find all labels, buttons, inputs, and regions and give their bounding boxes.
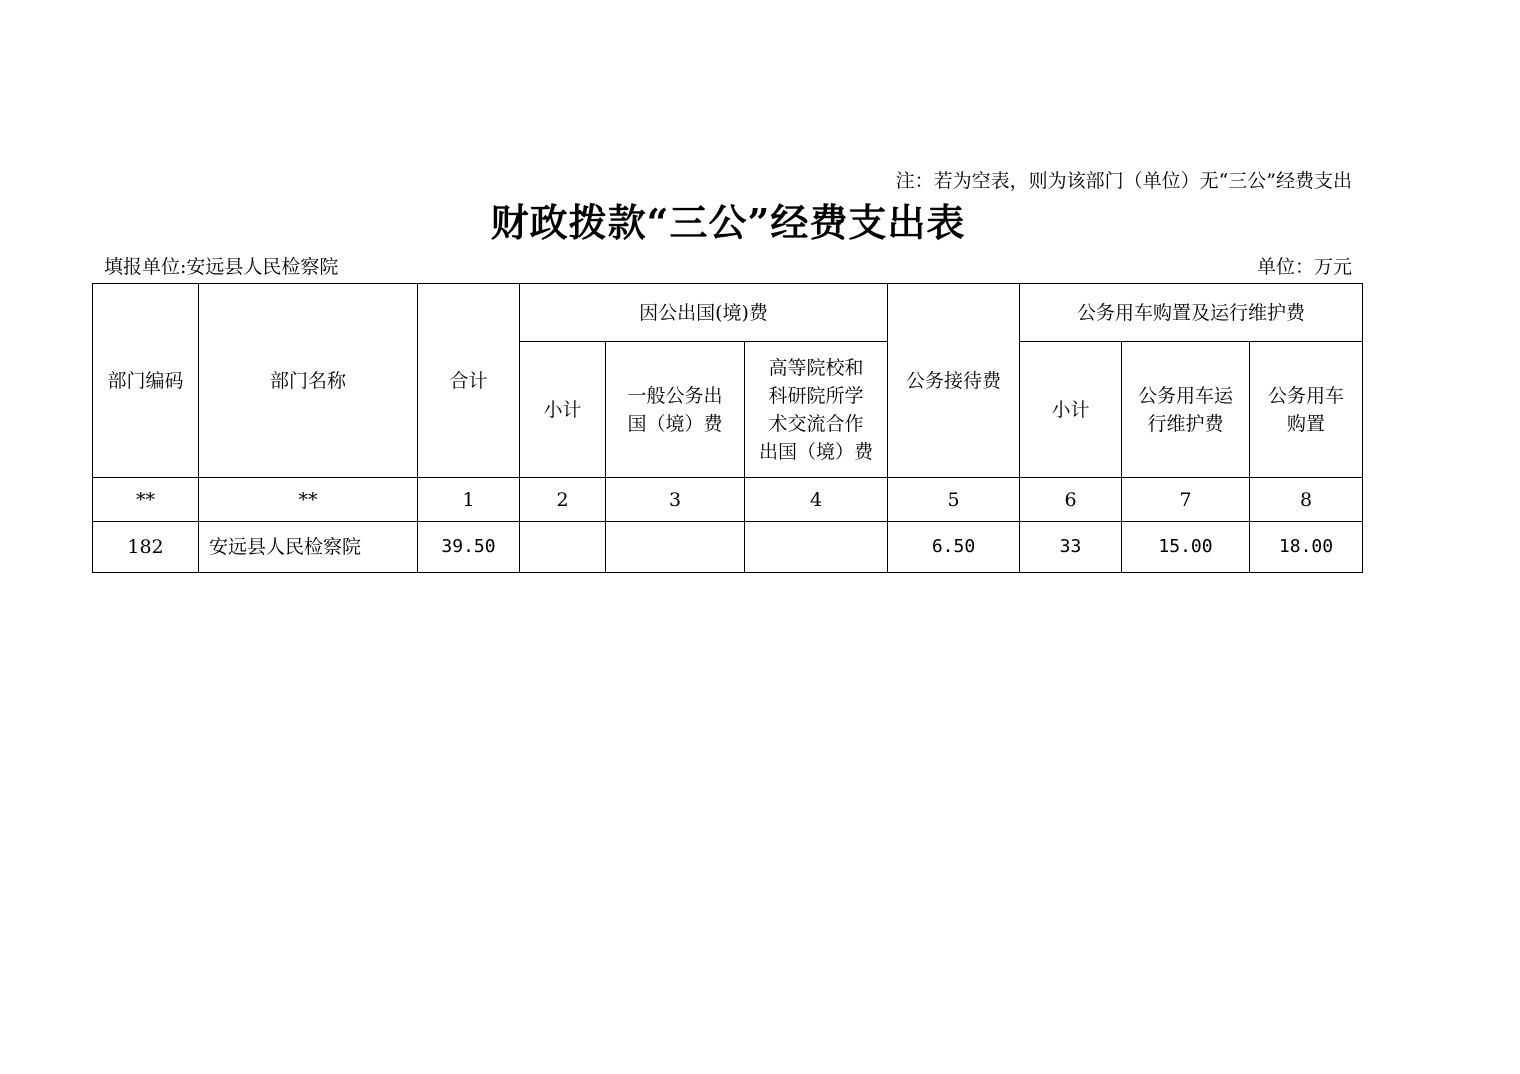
expense-table (92, 283, 1363, 573)
index-cell: 3 (606, 478, 745, 522)
header-abroad-group: 因公出国(境)费 (520, 284, 888, 342)
header-reception: 公务接待费 (888, 284, 1020, 478)
index-cell: 1 (418, 478, 520, 522)
cell-vehicle-purchase: 18.00 (1250, 522, 1363, 573)
cell-abroad-academic (745, 522, 888, 573)
index-row (93, 478, 1363, 522)
index-cell: ** (199, 478, 418, 522)
header-dept-code: 部门编码 (93, 284, 199, 478)
header-abroad-subtotal: 小计 (520, 342, 606, 478)
fill-unit-label: 填报单位:安远县人民检察院 (104, 256, 339, 278)
cell-dept-code: 182 (93, 522, 199, 573)
index-cell: 5 (888, 478, 1020, 522)
header-vehicle-operation: 公务用车运 行维护费 (1122, 342, 1250, 478)
header-vehicle-group: 公务用车购置及运行维护费 (1020, 284, 1363, 342)
header-abroad-academic: 高等院校和 科研院所学 术交流合作 出国（境）费 (745, 342, 888, 478)
page-title: 财政拨款“三公”经费支出表 (490, 200, 966, 245)
index-cell: 7 (1122, 478, 1250, 522)
index-cell: 4 (745, 478, 888, 522)
index-cell: 6 (1020, 478, 1122, 522)
index-cell: 8 (1250, 478, 1363, 522)
unit-label: 单位：万元 (1256, 256, 1352, 278)
note: 注：若为空表，则为该部门（单位）无“三公”经费支出 (895, 170, 1352, 192)
cell-vehicle-operation: 15.00 (1122, 522, 1250, 573)
cell-reception: 6.50 (888, 522, 1020, 573)
header-row-1 (93, 284, 1363, 342)
cell-abroad-subtotal (520, 522, 606, 573)
header-vehicle-subtotal: 小计 (1020, 342, 1122, 478)
cell-dept-name: 安远县人民检察院 (199, 522, 418, 573)
header-total: 合计 (418, 284, 520, 478)
index-cell: ** (93, 478, 199, 522)
cell-abroad-general (606, 522, 745, 573)
header-dept-name: 部门名称 (199, 284, 418, 478)
cell-vehicle-subtotal: 33 (1020, 522, 1122, 573)
cell-total: 39.50 (418, 522, 520, 573)
table-row (93, 522, 1363, 573)
header-vehicle-purchase: 公务用车 购置 (1250, 342, 1363, 478)
header-abroad-general: 一般公务出 国（境）费 (606, 342, 745, 478)
index-cell: 2 (520, 478, 606, 522)
